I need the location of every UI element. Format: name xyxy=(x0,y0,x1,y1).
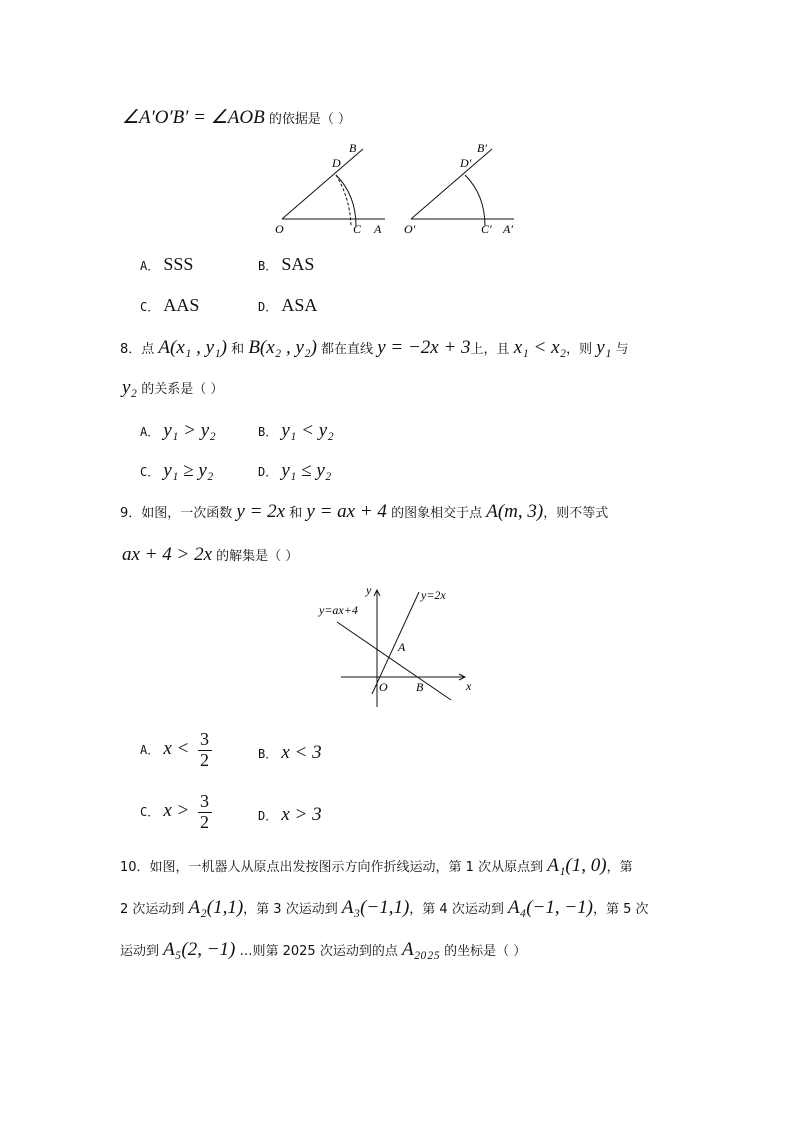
q7-option-c[interactable]: C． AAS xyxy=(140,295,200,315)
q8-stem-line1: 8．点 A(x₁ , y₁) 和 B(x₂ , y₂) 都在直线 y = −2x + 3上，且 x₁ < x₂，则 y₁ 与 xyxy=(120,337,629,358)
q9-option-a-fraction: $\frac{3}{2}$ xyxy=(198,730,212,771)
q9-label-line2: y=ax+4 xyxy=(319,603,358,617)
q7-option-a[interactable]: A． SSS xyxy=(140,254,194,274)
q7-left-label-A: A xyxy=(374,222,382,236)
q9-option-a[interactable]: A． x < $\frac{3}{2}$ xyxy=(140,730,212,771)
q8-option-a[interactable]: A． y₁ > y₂ xyxy=(140,420,216,441)
q7-right-label-A: A′ xyxy=(503,222,513,236)
q9-line-y-2x xyxy=(372,592,419,694)
q9-option-b[interactable]: B． x < 3 xyxy=(258,742,322,763)
q9-function-1: y = 2x xyxy=(236,501,286,522)
q8-point-a: A(x₁ , y₁) xyxy=(158,337,228,358)
q9-stem-line2: ax + 4 > 2x 的解集是（ ） xyxy=(122,544,299,565)
q10-stem-line1: 10．如图，一机器人从原点出发按图示方向作折线运动，第 1 次从原点到 A₁(1, 0)，第 xyxy=(120,855,633,876)
q7-right-label-O: O′ xyxy=(404,222,416,236)
q7-left-label-O: O xyxy=(275,222,284,236)
q9-intersection: A(m, 3) xyxy=(486,501,544,522)
q9-stem-line1: 9．如图，一次函数 y = 2x 和 y = ax + 4 的图象相交于点 A(m, 3)，则不等式 xyxy=(120,501,609,522)
q7-right-label-D: D′ xyxy=(460,156,472,170)
q8-point-b: B(x₂ , y₂) xyxy=(248,337,317,358)
q9-label-a: A xyxy=(398,640,406,654)
q9-label-x: x xyxy=(466,679,472,693)
q7-stem xyxy=(122,108,351,127)
q9-label-line1: y=2x xyxy=(421,588,446,602)
q9-label-b: B xyxy=(416,680,424,694)
q7-stem-math: ∠A′O′B′ = ∠AOB xyxy=(122,107,265,128)
q8-option-c[interactable]: C． y₁ ≥ y₂ xyxy=(140,460,214,481)
q8-stem-line2: y₂ 的关系是（ ） xyxy=(122,377,224,398)
q9-line-y-ax-4 xyxy=(337,622,451,700)
q7-left-label-D: D xyxy=(332,156,341,170)
q10-stem-line2: 2 次运动到 A₂(1,1)，第 3 次运动到 A₃(−1,1)，第 4 次运动到 A₄(−1, −1)，第 5 次 xyxy=(120,897,649,918)
q9-option-c[interactable]: C． x > $\frac{3}{2}$ xyxy=(140,792,212,833)
q7-left-label-B: B xyxy=(349,141,357,155)
q7-option-b[interactable]: B． SAS xyxy=(258,254,315,274)
q7-figure xyxy=(270,140,530,240)
q7-right-label-B: B′ xyxy=(477,141,487,155)
q9-option-c-fraction: $\frac{3}{2}$ xyxy=(198,792,212,833)
q9-label-origin: O xyxy=(379,680,388,694)
q8-line-equation: y = −2x + 3 xyxy=(377,337,471,358)
q8-option-d[interactable]: D． y₁ ≤ y₂ xyxy=(258,460,332,481)
q7-right-label-C: C′ xyxy=(481,222,492,236)
q9-graph xyxy=(315,582,485,712)
q8-condition: x₁ < x₂ xyxy=(513,337,567,358)
q10-stem-line3: 运动到 A₅(2, −1) …则第 2025 次运动到的点 A₂₀₂₅ 的坐标是（ ） xyxy=(120,939,527,960)
q7-option-d[interactable]: D． ASA xyxy=(258,295,318,315)
q8-option-b[interactable]: B． y₁ < y₂ xyxy=(258,420,334,441)
q7-left-label-C: C xyxy=(353,222,362,236)
q9-function-2: y = ax + 4 xyxy=(306,501,387,522)
q9-inequality: ax + 4 > 2x xyxy=(122,544,213,565)
q9-option-d[interactable]: D． x > 3 xyxy=(258,804,322,825)
q9-label-y: y xyxy=(366,583,372,597)
q7-stem-text: 的依据是（ ） xyxy=(268,112,352,127)
